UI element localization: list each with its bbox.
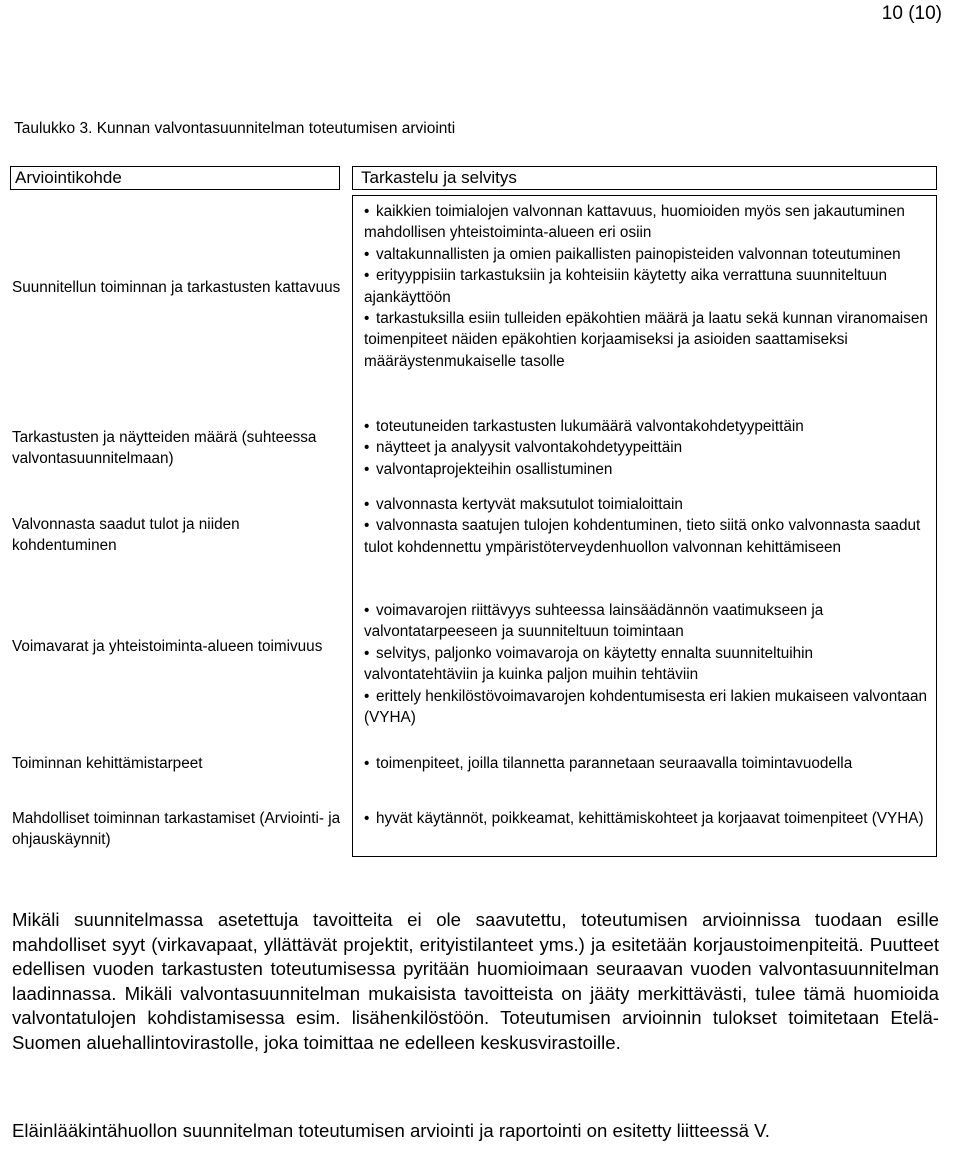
list-item: • hyvät käytännöt, poikkeamat, kehittämiskohteet ja korjaavat toimenpiteet (VYHA) xyxy=(364,810,924,827)
list-item: • tarkastuksilla esiin tulleiden epäkohtien määrä ja laatu sekä kunnan viranomaisen toimenpiteet näiden epäkohtien korjaamiseksi ja asioiden saattamiseksi määräystenmukaiselle tasolle xyxy=(364,310,928,370)
row-3-subject: Valvonnasta saadut tulot ja niiden kohdentuminen xyxy=(12,516,240,555)
list-item: • valvonnasta kertyvät maksutulot toimialoittain xyxy=(364,496,683,513)
list-item: • kaikkien toimialojen valvonnan kattavuus, huomioiden myös sen jakautuminen mahdollisen yhteistoiminta-alueen eri osiin xyxy=(364,203,905,242)
row-1-details xyxy=(364,201,930,372)
list-item: • toimenpiteet, joilla tilannetta parannetaan seuraavalla toimintavuodella xyxy=(364,755,853,772)
row-1-subject: Suunnitellun toiminnan ja tarkastusten kattavuus xyxy=(12,279,341,296)
page-number: 10 (10) xyxy=(881,3,942,24)
list-item: • valvonnasta saatujen tulojen kohdentuminen, tieto siitä onko valvonnasta saadut tulot kohdennettu ympäristöterveydenhuollon valvonnan kehittämiseen xyxy=(364,517,921,556)
list-item: • valtakunnallisten ja omien paikallisten painopisteiden valvonnan toteutuminen xyxy=(364,245,901,263)
table-header-right: Tarkastelu ja selvitys xyxy=(352,166,937,190)
list-item: • erittely henkilöstövoimavarojen kohdentumisesta eri lakien mukaiseen valvontaan (VYHA) xyxy=(364,687,927,727)
table-caption: Taulukko 3. Kunnan valvontasuunnitelman toteutumisen arviointi xyxy=(14,120,456,137)
row-2-details xyxy=(364,416,930,480)
list-item: • näytteet ja analyysit valvontakohdetyypeittäin xyxy=(364,439,683,457)
body-paragraph-2: Eläinlääkintähuollon suunnitelman toteutumisen arviointi ja raportointi on esitetty liitteessä V. xyxy=(12,1120,770,1141)
row-4-details xyxy=(364,600,930,728)
list-item: • voimavarojen riittävyys suhteessa lainsäädännön vaatimukseen ja valvontatarpeeseen ja suunniteltuun toimintaan xyxy=(364,602,824,641)
row-5-details xyxy=(364,753,930,774)
row-6-details xyxy=(364,808,930,829)
row-3-details xyxy=(364,494,930,558)
row-2-subject: Tarkastusten ja näytteiden määrä (suhteessa valvontasuunnitelmaan) xyxy=(12,429,317,468)
list-item: • selvitys, paljonko voimavaroja on käytetty ennalta suunniteltuihin valvontatehtäviin ja kuinka paljon muihin tehtäviin xyxy=(364,644,814,684)
table-header-left: Arviointikohde xyxy=(10,166,340,190)
list-item: • toteutuneiden tarkastusten lukumäärä valvontakohdetyypeittäin xyxy=(364,418,804,435)
row-6-subject: Mahdolliset toiminnan tarkastamiset (Arviointi- ja ohjauskäynnit) xyxy=(12,810,341,849)
row-5-subject: Toiminnan kehittämistarpeet xyxy=(12,755,203,772)
row-4-subject: Voimavarat ja yhteistoiminta-alueen toimivuus xyxy=(12,638,323,655)
list-item: • valvontaprojekteihin osallistuminen xyxy=(364,460,613,478)
list-item: • erityyppisiin tarkastuksiin ja kohteisiin käytetty aika verrattuna suunniteltuun ajankäyttöön xyxy=(364,267,888,306)
body-paragraph-1: Mikäli suunnitelmassa asetettuja tavoitteita ei ole saavutettu, toteutumisen arvioinnissa tuodaan esille mahdolliset syyt (virkavapaat, yllättävät projektit, erityistilanteet yms.) ja esitetään korjaustoimenpiteitä. Puutteet edellisen vuoden tarkastusten toteutumisessa pyritään huomioimaan seuraavan vuoden valvontasuunnitelman laadinnassa. Mikäli valvontasuunnitelman mukaisista tavoitteista on jääty merkittävästi, tulee tämä huomioida valvontatulojen kohdistamisessa esim. lisähenkilöstöön. Toteutumisen arvioinnin tulokset toimitetaan Etelä-Suomen aluehallintovirastolle, joka toimittaa ne edelleen keskusvirastoille. xyxy=(12,909,939,1053)
